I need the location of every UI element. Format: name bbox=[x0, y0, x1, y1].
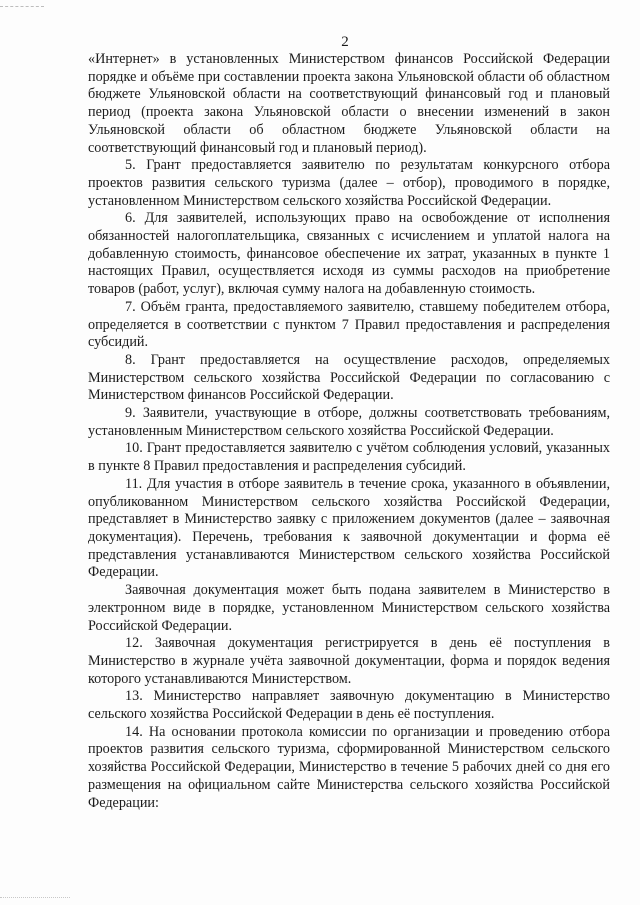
paragraph-6: 6. Для заявителей, использующих право на освобождение от исполнения обязанностей налогоплательщика, связанных с исчислением и уплатой налога на добавленную стоимость, финансовое обеспечение их затрат, указанных в пункте 1 настоящих Правил, осуществляется исходя из суммы расходов на приобретение товаров (работ, услуг), включая сумму налога на добавленную стоимость. bbox=[88, 210, 610, 298]
paragraph-7: 7. Объём гранта, предоставляемого заявителю, ставшему победителем отбора, определяется в соответствии с пунктом 7 Правил предоставления и распределения субсидий. bbox=[88, 298, 610, 351]
paragraph-13: 13. Министерство направляет заявочную документацию в Министерство сельского хозяйства Российской Федерации в день её поступления. bbox=[88, 688, 610, 723]
paragraph-9: 9. Заявители, участвующие в отборе, должны соответствовать требованиям, установленным Министерством сельского хозяйства Российской Федерации. bbox=[88, 405, 610, 439]
paragraph-8: 8. Грант предоставляется на осуществление расходов, определяемых Министерством сельского хозяйства Российской Федерации по согласованию с Министерством финансов Российской Федерации. bbox=[88, 351, 610, 404]
scan-edge-mark-bottom bbox=[0, 897, 70, 899]
paragraph-5: 5. Грант предоставляется заявителю по результатам конкурсного отбора проектов развития сельского туризма (далее – отбор), проводимого в порядке, установленном Министерством сельского хозяйства Российской Федерации. bbox=[88, 157, 610, 209]
page-number: 2 bbox=[341, 34, 349, 50]
paragraph-11-note: Заявочная документация может быть подана заявителем в Министерство в электронном виде в порядке, установленном Министерством сельского хозяйства Российской Федерации. bbox=[88, 582, 610, 634]
paragraph-11: 11. Для участия в отборе заявитель в течение срока, указанного в объявлении, опубликованном Министерством сельского хозяйства Российской Федерации, представляет в Министерство заявку с приложением документов (далее – заявочная документация). Перечень, требования к заявочной документации и форма её представления устанавливаются Министерством сельского хозяйства Российской Федерации. bbox=[88, 475, 610, 581]
paragraph-continuation: «Интернет» в установленных Министерством финансов Российской Федерации порядке и объёме при составлении проекта закона Ульяновской области об областном бюджете Ульяновской области на соответствующий финансовый год и плановый период (проекта закона Ульяновской области о внесении изменений в закон Ульяновской области об областном бюджете Ульяновской области на соответствующий финансовый год и плановый период). bbox=[88, 51, 610, 156]
document-body bbox=[88, 51, 610, 812]
scan-edge-mark bbox=[0, 6, 44, 8]
paragraph-12: 12. Заявочная документация регистрируется в день её поступления в Министерство в журнале учёта заявочной документации, форма и порядок ведения которого устанавливаются Министерством. bbox=[88, 635, 610, 687]
paragraph-10: 10. Грант предоставляется заявителю с учётом соблюдения условий, указанных в пункте 8 Правил предоставления и распределения субсидий. bbox=[88, 440, 610, 475]
paragraph-14: 14. На основании протокола комиссии по организации и проведению отбора проектов развития сельского туризма, сформированной Министерством сельского хозяйства Российской Федерации, Министерство в течение 5 рабочих дней со дня его размещения на официальном сайте Министерства сельского хозяйства Российской Федерации: bbox=[88, 723, 610, 811]
